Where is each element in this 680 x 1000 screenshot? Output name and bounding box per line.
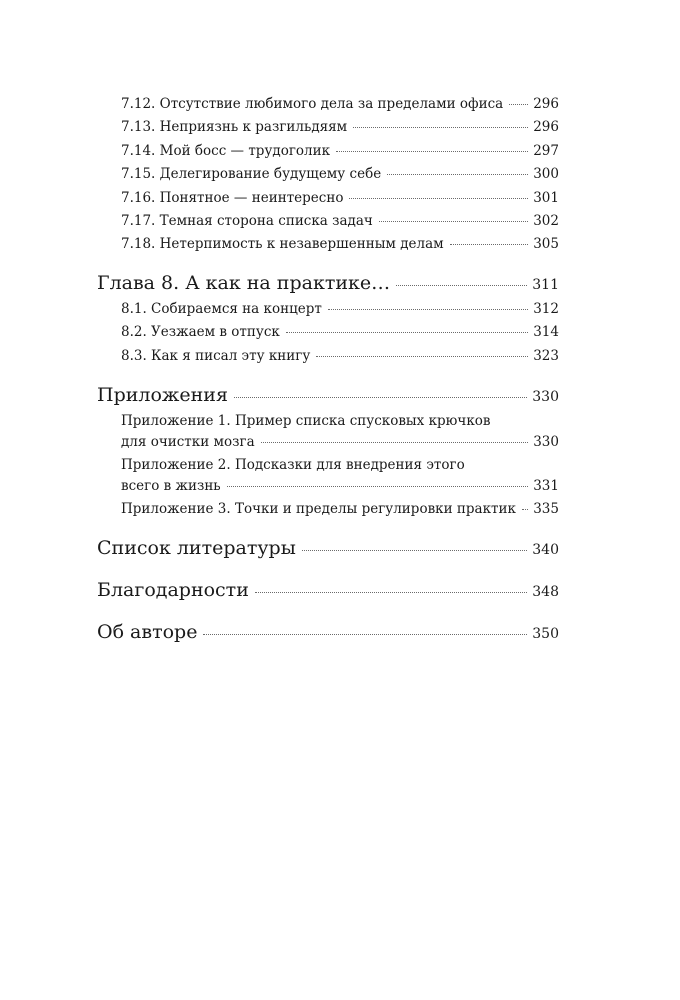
toc-chapter-title: Глава 8. А как на практике… [97,271,391,294]
toc-entry-title: 7.15. Делегирование будущему себе [121,166,382,183]
toc-entry-7-16[interactable] [97,187,559,210]
dot-leader [396,285,527,286]
toc-entry-page: 312 [533,300,559,317]
toc-chapter-title: Благодарности [97,579,249,602]
toc-entry-8-3[interactable] [97,345,559,368]
dot-leader [286,332,528,333]
toc-chapter-page: 348 [532,584,559,601]
toc-entry-page: 305 [533,236,559,253]
toc-chapter-page: 311 [532,276,559,293]
dot-leader [522,509,528,510]
dot-leader [302,550,527,551]
dot-leader [227,486,529,487]
toc-entry-7-12[interactable] [97,93,559,116]
toc-appendix-2[interactable] [97,454,559,498]
toc-entry-7-13[interactable] [97,116,559,139]
toc-acknowledgements[interactable] [97,577,559,605]
toc-entry-title: 8.3. Как я писал эту книгу [121,347,311,364]
toc-chapter-page: 350 [532,626,559,643]
toc-about-author[interactable] [97,619,559,647]
dot-leader [328,309,528,310]
dot-leader [336,151,528,152]
toc-entry-page: 296 [533,96,559,112]
table-of-contents [97,93,559,647]
toc-entry-page: 297 [533,142,559,159]
toc-appendices[interactable] [97,382,559,410]
toc-appendix-1[interactable] [97,410,559,454]
toc-entry-page: 335 [533,501,559,518]
toc-entry-7-14[interactable] [97,140,559,163]
toc-chapter-page: 330 [532,389,559,406]
toc-entry-page: 300 [533,166,559,183]
dot-leader [255,592,527,593]
toc-chapter-title: Список литературы [97,537,296,560]
toc-entry-page: 323 [533,347,559,364]
toc-entry-title: 7.16. Понятное — неинтересно [121,189,344,206]
dot-leader [349,198,528,199]
toc-entry-title-line2: для очистки мозга [121,434,255,451]
toc-entry-7-17[interactable] [97,210,559,233]
toc-entry-7-15[interactable] [97,163,559,186]
toc-entry-page: 314 [533,324,559,341]
toc-entry-7-18[interactable] [97,233,559,256]
dot-leader [261,442,529,443]
toc-bibliography[interactable] [97,535,559,563]
toc-entry-title: 7.17. Темная сторона списка задач [121,213,373,230]
toc-entry-title: Приложение 3. Точки и пределы регулировки практик [121,501,516,518]
toc-entry-title: 7.18. Нетерпимость к незавершенным делам [121,236,444,253]
toc-appendix-3[interactable] [97,498,559,521]
toc-entry-title: 7.12. Отсутствие любимого дела за пределами офиса [121,96,504,112]
toc-entry-title: 7.14. Мой босс — трудоголик [121,142,331,159]
dot-leader [353,127,528,128]
toc-entry-page: 330 [533,434,559,451]
dot-leader [387,174,528,175]
dot-leader [316,356,528,357]
toc-chapter-title: Об авторе [97,621,198,644]
toc-entry-title: 8.2. Уезжаем в отпуск [121,324,280,341]
toc-entry-page: 301 [533,189,559,206]
dot-leader [203,634,527,635]
toc-chapter-page: 340 [532,542,559,559]
toc-entry-page: 331 [533,478,559,495]
toc-chapter-title: Приложения [97,384,228,407]
toc-entry-title-line1: Приложение 1. Пример списка спусковых крючков [121,413,491,430]
toc-entry-page: 302 [533,213,559,230]
dot-leader [234,397,527,398]
toc-entry-page: 296 [533,119,559,136]
dot-leader [450,244,529,245]
toc-chapter-8[interactable] [97,270,559,298]
dot-leader [379,221,528,222]
toc-entry-8-1[interactable] [97,298,559,321]
toc-entry-title-line2: всего в жизнь [121,478,221,495]
dot-leader [509,104,528,105]
toc-entry-8-2[interactable] [97,321,559,344]
toc-entry-title: 7.13. Неприязнь к разгильдяям [121,119,348,136]
toc-entry-title-line1: Приложение 2. Подсказки для внедрения этого [121,457,465,474]
toc-entry-title: 8.1. Собираемся на концерт [121,300,322,317]
